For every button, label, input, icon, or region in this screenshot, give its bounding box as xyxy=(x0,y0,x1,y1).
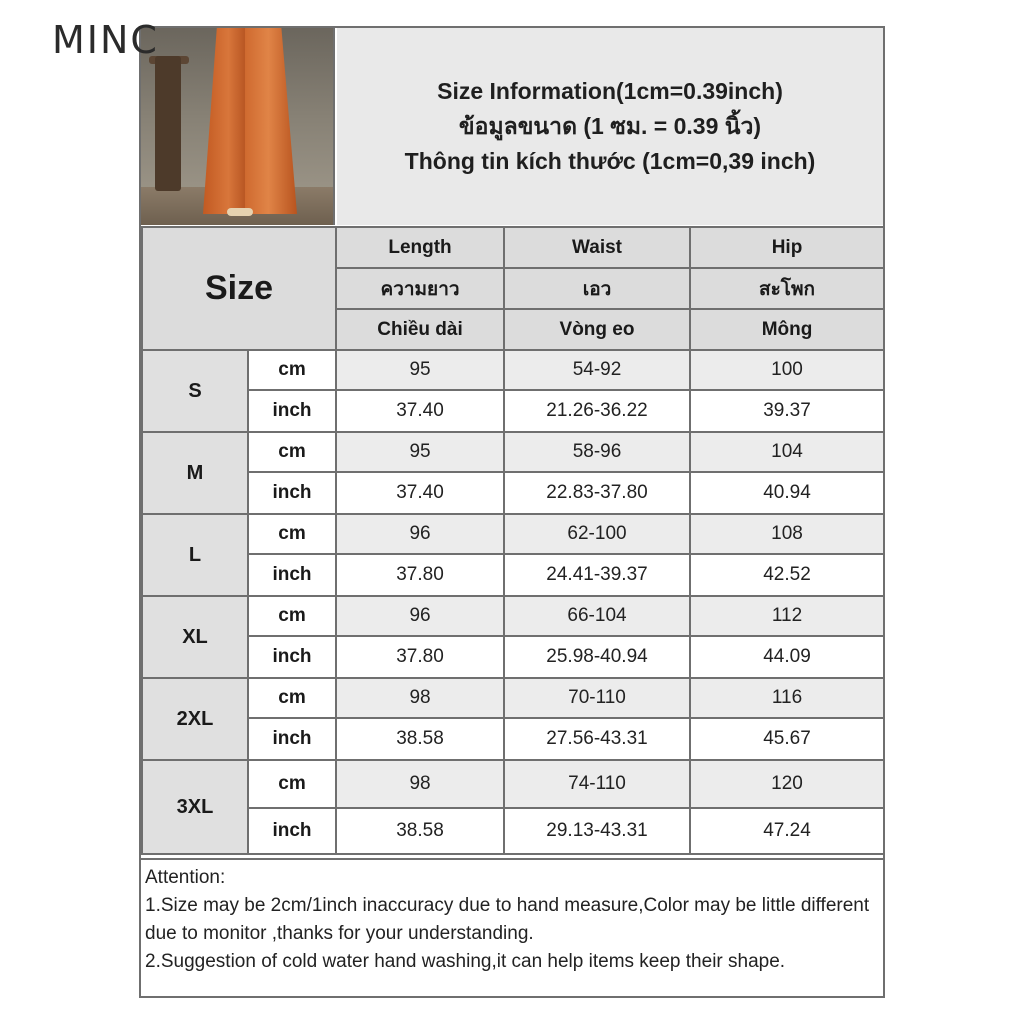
unit-inch: inch xyxy=(248,718,336,760)
table-cell: 66-104 xyxy=(504,596,690,636)
column-header-waist-th: เอว xyxy=(504,268,690,309)
column-header-length-en: Length xyxy=(336,227,504,268)
unit-cm: cm xyxy=(248,432,336,472)
column-header-hip-vi: Mông xyxy=(690,309,884,350)
table-cell: 54-92 xyxy=(504,350,690,390)
photo-pants-right-leg xyxy=(245,28,297,214)
size-table xyxy=(141,226,885,855)
table-cell: 37.40 xyxy=(336,472,504,514)
column-header-hip-th: สะโพก xyxy=(690,268,884,309)
table-cell: 70-110 xyxy=(504,678,690,718)
size-header: Size xyxy=(142,227,336,350)
unit-inch: inch xyxy=(248,390,336,432)
table-cell: 37.40 xyxy=(336,390,504,432)
size-information-header xyxy=(337,28,883,225)
attention-note-1: 1.Size may be 2cm/1inch inaccuracy due to hand measure,Color may be little different due to monitor ,thanks for your understanding. xyxy=(145,895,870,944)
unit-inch: inch xyxy=(248,808,336,854)
table-cell: 39.37 xyxy=(690,390,884,432)
table-cell: 22.83-37.80 xyxy=(504,472,690,514)
table-cell: 96 xyxy=(336,514,504,554)
unit-inch: inch xyxy=(248,472,336,514)
table-cell: 45.67 xyxy=(690,718,884,760)
table-cell: 47.24 xyxy=(690,808,884,854)
size-label-m: M xyxy=(142,432,248,514)
table-cell: 21.26-36.22 xyxy=(504,390,690,432)
table-cell: 100 xyxy=(690,350,884,390)
table-cell: 25.98-40.94 xyxy=(504,636,690,678)
unit-cm: cm xyxy=(248,678,336,718)
attention-note-2: 2.Suggestion of cold water hand washing,it can help items keep their shape. xyxy=(145,951,786,972)
table-cell: 74-110 xyxy=(504,760,690,808)
info-line-thai: ข้อมูลขนาด (1 ซม. = 0.39 นิ้ว) xyxy=(458,113,762,139)
column-header-hip-en: Hip xyxy=(690,227,884,268)
info-line-english: Size Information(1cm=0.39inch) xyxy=(437,78,783,104)
table-cell: 108 xyxy=(690,514,884,554)
table-cell: 27.56-43.31 xyxy=(504,718,690,760)
unit-cm: cm xyxy=(248,514,336,554)
table-cell: 95 xyxy=(336,350,504,390)
table-cell: 96 xyxy=(336,596,504,636)
table-cell: 38.58 xyxy=(336,718,504,760)
info-line-vietnamese: Thông tin kích thước (1cm=0,39 inch) xyxy=(404,148,816,174)
size-label-s: S xyxy=(142,350,248,432)
unit-inch: inch xyxy=(248,554,336,596)
table-cell: 95 xyxy=(336,432,504,472)
brand-logo-text: MINC xyxy=(52,18,159,62)
column-header-waist-vi: Vòng eo xyxy=(504,309,690,350)
table-cell: 37.80 xyxy=(336,554,504,596)
table-cell: 120 xyxy=(690,760,884,808)
table-cell: 40.94 xyxy=(690,472,884,514)
column-header-length-vi: Chiều dài xyxy=(336,309,504,350)
table-cell: 98 xyxy=(336,678,504,718)
table-cell: 112 xyxy=(690,596,884,636)
table-cell: 38.58 xyxy=(336,808,504,854)
unit-cm: cm xyxy=(248,350,336,390)
photo-stool xyxy=(155,56,181,191)
table-cell: 62-100 xyxy=(504,514,690,554)
table-cell: 116 xyxy=(690,678,884,718)
size-label-xl: XL xyxy=(142,596,248,678)
table-cell: 104 xyxy=(690,432,884,472)
size-label-3xl: 3XL xyxy=(142,760,248,854)
size-label-l: L xyxy=(142,514,248,596)
table-cell: 37.80 xyxy=(336,636,504,678)
attention-notes xyxy=(141,858,883,996)
table-cell: 58-96 xyxy=(504,432,690,472)
column-header-length-th: ความยาว xyxy=(336,268,504,309)
table-cell: 29.13-43.31 xyxy=(504,808,690,854)
photo-pants-left-leg xyxy=(203,28,249,214)
attention-title: Attention: xyxy=(145,867,226,888)
unit-cm: cm xyxy=(248,596,336,636)
table-cell: 42.52 xyxy=(690,554,884,596)
table-cell: 24.41-39.37 xyxy=(504,554,690,596)
product-photo xyxy=(141,28,335,225)
size-chart-sheet xyxy=(139,26,885,998)
photo-shoe xyxy=(227,208,253,216)
table-cell: 98 xyxy=(336,760,504,808)
unit-cm: cm xyxy=(248,760,336,808)
table-cell: 44.09 xyxy=(690,636,884,678)
size-label-2xl: 2XL xyxy=(142,678,248,760)
unit-inch: inch xyxy=(248,636,336,678)
column-header-waist-en: Waist xyxy=(504,227,690,268)
